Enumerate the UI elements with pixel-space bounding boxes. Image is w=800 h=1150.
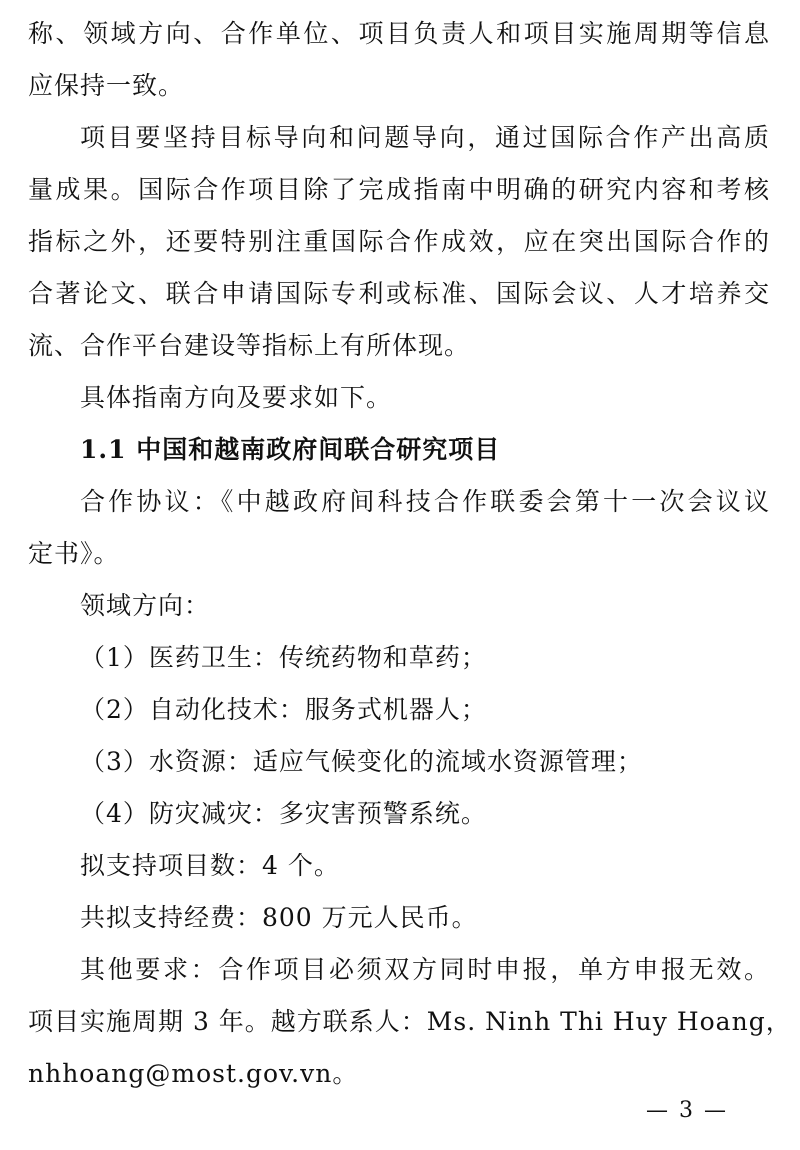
paragraph-line: 具体指南方向及要求如下。 (80, 383, 393, 412)
page-number: — 3 — (646, 1098, 728, 1123)
list-item: （4）防灾减灾：多灾害预警系统。 (80, 799, 487, 828)
paragraph-line: 拟支持项目数：4 个。 (80, 851, 340, 880)
paragraph-line: 其他要求：合作项目必须双方同时申报，单方申报无效。 (80, 955, 770, 984)
section-heading: 1.1 中国和越南政府间联合研究项目 (80, 435, 501, 464)
paragraph-line: 合著论文、联合申请国际专利或标准、国际会议、人才培养交 (28, 279, 770, 308)
paragraph-line: 指标之外，还要特别注重国际合作成效，应在突出国际合作的 (28, 227, 770, 256)
paragraph-line: 领域方向： (80, 591, 211, 620)
list-item: （3）水资源：适应气候变化的流域水资源管理； (80, 747, 643, 776)
paragraph-line: 量成果。国际合作项目除了完成指南中明确的研究内容和考核 (28, 175, 770, 204)
list-item: （1）医药卫生：传统药物和草药； (80, 643, 487, 672)
paragraph-line: 应保持一致。 (28, 71, 185, 100)
paragraph-line: 合作协议：《中越政府间科技合作联委会第十一次会议议 (80, 487, 770, 516)
paragraph-line: 称、领域方向、合作单位、项目负责人和项目实施周期等信息 (28, 19, 770, 48)
paragraph-line: 定书》。 (28, 539, 120, 568)
paragraph-line: 项目实施周期 3 年。越方联系人：Ms. Ninh Thi Huy Hoang， (28, 1007, 792, 1036)
contact-email: nhhoang@most.gov.vn。 (28, 1059, 359, 1088)
paragraph-line: 共拟支持经费：800 万元人民币。 (80, 903, 478, 932)
paragraph-line: 项目要坚持目标导向和问题导向，通过国际合作产出高质 (80, 123, 770, 152)
paragraph-line: 流、合作平台建设等指标上有所体现。 (28, 331, 471, 360)
list-item: （2）自动化技术：服务式机器人； (80, 695, 487, 724)
